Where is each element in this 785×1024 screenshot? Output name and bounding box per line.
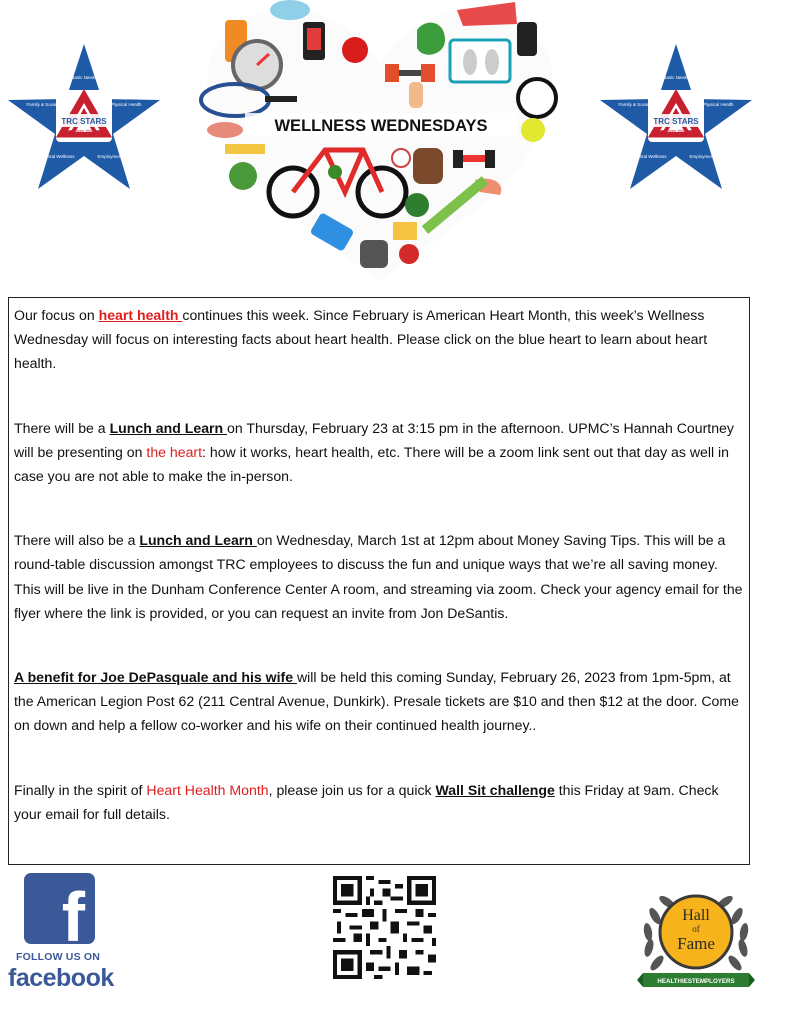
text: on Wednesday, March 1st at 12pm about Money Saving Tips. This will be a round-table discussion amongst TRC employees to discuss the fun and unique ways that we’re all saving money. This will be live in the Dunham Conference Center A room, and streaming via zoom. Check your agency email for the flyer where the link is provided, or you can request an invite from Jon DeSantis.	[14, 532, 743, 621]
star-logo-name: TRC STARS	[61, 117, 107, 126]
hof-line2: of	[692, 924, 700, 934]
healthiest-employers-ribbon: HEALTHIESTEMPLOYERS	[657, 978, 735, 985]
hof-line3: Fame	[677, 934, 715, 953]
star-point-label: Basic Needs	[71, 75, 97, 80]
lunch-and-learn-heading: Lunch and Learn	[139, 532, 257, 549]
hall-of-fame-badge	[637, 876, 755, 994]
text: , please join us for a quick	[268, 781, 436, 798]
lunch-and-learn-heading: Lunch and Learn	[109, 419, 228, 436]
hof-line1: Hall	[682, 907, 710, 924]
trc-stars-logo-left	[6, 44, 162, 190]
paragraph-wall-sit	[14, 778, 743, 826]
star-point-label: Family & Social	[618, 102, 650, 107]
wall-sit-challenge: Wall Sit challenge	[435, 781, 555, 798]
paragraph-lunch-learn-1	[14, 416, 743, 489]
facebook-icon[interactable]	[24, 873, 95, 956]
text: this Friday at 9am. Check your email for full details.	[14, 781, 719, 822]
star-logo-subtitle: Employee Wellness	[66, 128, 102, 133]
star-point-label: Employment	[97, 154, 123, 159]
star-point-label: Mental Wellness	[633, 154, 667, 159]
heart-health-link[interactable]: heart health	[98, 307, 183, 323]
star-logo-name: TRC STARS	[653, 117, 699, 126]
text: on Thursday, February 23 at 3:15 pm in the afternoon. UPMC’s Hannah Courtney will be presenting on	[14, 419, 734, 460]
text: Finally in the spirit of	[14, 781, 147, 798]
paragraph-benefit	[14, 665, 743, 738]
star-point-label: Employment	[689, 154, 715, 159]
trc-stars-logo-right	[598, 44, 754, 190]
star-point-label: Physical Health	[110, 102, 142, 107]
qr-code-icon[interactable]	[333, 876, 436, 979]
text: continues this week. Since February is American Heart Month, this week’s Wellness Wednesday will focus on interesting facts about heart health. Please click on the blue heart to learn about heart health.	[14, 307, 708, 372]
text: Our focus on	[14, 307, 99, 323]
banner-title: WELLNESS WEDNESDAYS	[274, 117, 488, 135]
follow-us-text: FOLLOW US ON	[16, 951, 101, 963]
text: : how it works, heart health, etc. There will be a zoom link sent out that day as well in case you are not able to make the in-person.	[14, 443, 729, 485]
heart-health-month-highlight: Heart Health Month	[146, 781, 269, 798]
benefit-heading: A benefit for Joe DePasquale and his wife	[14, 669, 297, 686]
the-heart-highlight: the heart	[146, 443, 203, 460]
paragraph-lunch-learn-2	[14, 528, 743, 625]
paragraph-heart-health	[14, 303, 743, 376]
text: There will also be a	[14, 532, 140, 549]
star-point-label: Family & Social	[26, 102, 58, 107]
text: There will be a	[14, 419, 110, 436]
star-point-label: Mental Wellness	[41, 154, 75, 159]
star-logo-subtitle: Employee Wellness	[658, 128, 694, 133]
announcement-box	[8, 297, 750, 865]
text: will be held this coming Sunday, February 26, 2023 from 1pm-5pm, at the American Legion Post 62 (211 Central Avenue, Dunkirk). Presale tickets are $10 and then $12 at the door. Come on down and help a fellow co-worker and his wife on their continued health journey..	[14, 669, 739, 734]
facebook-f-glyph: f	[61, 878, 85, 956]
star-point-label: Physical Health	[702, 102, 734, 107]
facebook-wordmark[interactable]: facebook	[8, 964, 114, 992]
star-point-label: Basic Needs	[663, 75, 689, 80]
wellness-heart-collage[interactable]	[195, 0, 565, 285]
